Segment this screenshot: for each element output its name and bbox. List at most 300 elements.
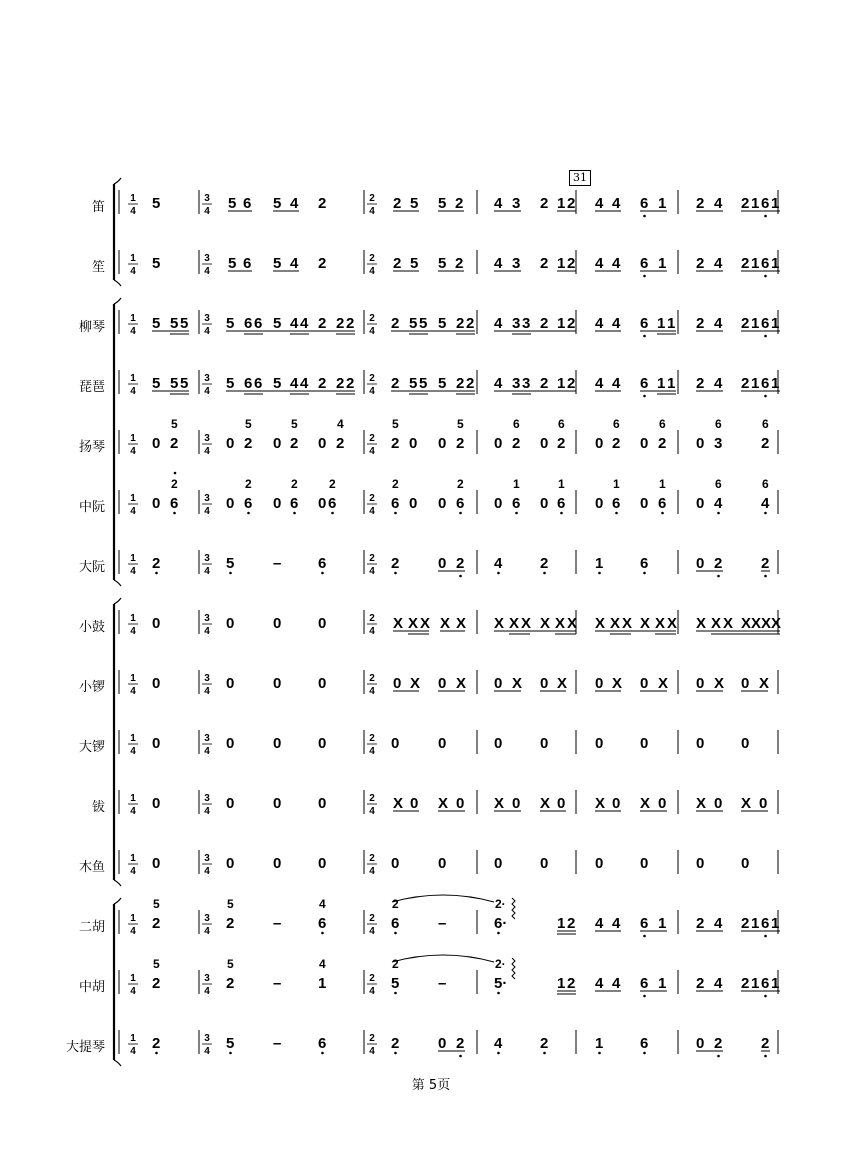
lower-octave-dot	[229, 572, 232, 575]
note: 0	[438, 495, 447, 512]
time-sig-den: 4	[204, 806, 210, 817]
upper-note: 5	[153, 897, 160, 911]
upper-note: 6	[558, 417, 565, 431]
note: 6	[244, 315, 253, 332]
note: 2	[170, 435, 179, 452]
lower-octave-dot	[764, 512, 767, 515]
note: 2	[567, 975, 576, 992]
arpeggio-mark	[512, 958, 515, 979]
time-sig-num: 1	[130, 793, 136, 804]
lower-octave-dot	[173, 512, 176, 515]
percussion-hit: X	[408, 615, 419, 632]
note: 0	[226, 855, 235, 872]
note: 2	[456, 555, 465, 572]
time-sig-den: 4	[130, 266, 136, 277]
note: 0	[409, 495, 418, 512]
note: 4	[494, 315, 503, 332]
upper-note: 6	[513, 417, 520, 431]
lower-octave-dot	[643, 995, 646, 998]
note: 5	[438, 255, 447, 272]
time-sig-den: 4	[204, 866, 210, 877]
lower-octave-dot	[643, 395, 646, 398]
note: 2	[455, 255, 464, 272]
upper-note: 5	[392, 417, 399, 431]
note: 2	[393, 195, 402, 212]
percussion-hit: X	[410, 675, 421, 692]
percussion-hit: X	[393, 615, 404, 632]
note: 5	[438, 315, 447, 332]
lower-octave-dot	[155, 572, 158, 575]
upper-note: 5	[457, 417, 464, 431]
note: 0	[557, 795, 566, 812]
time-sig-num: 3	[204, 553, 210, 564]
note: 2	[540, 375, 549, 392]
note: 2	[391, 1035, 400, 1052]
percussion-hit: X	[751, 615, 762, 632]
note: 1	[751, 315, 760, 332]
lower-octave-dot	[598, 572, 601, 575]
time-sig-num: 1	[130, 913, 136, 924]
time-sig-den: 4	[130, 1046, 136, 1057]
note: 1	[771, 195, 780, 212]
note: 2	[391, 375, 400, 392]
lower-octave-dot	[717, 1055, 720, 1058]
note: 2	[696, 915, 705, 932]
time-sig-num: 1	[130, 973, 136, 984]
note: 0	[741, 855, 750, 872]
note: 4	[290, 255, 299, 272]
percussion-hit: X	[610, 615, 621, 632]
note: 6	[456, 495, 465, 512]
note: 2	[152, 555, 161, 572]
upper-note: 2	[392, 477, 399, 491]
note: 1	[658, 915, 667, 932]
lower-octave-dot	[459, 1055, 462, 1058]
time-sig-den: 4	[369, 326, 375, 337]
note: 2	[696, 315, 705, 332]
note: 6	[612, 495, 621, 512]
note: 2	[612, 435, 621, 452]
note: 0	[273, 735, 282, 752]
lower-octave-dot	[543, 1052, 546, 1055]
note: 2	[318, 375, 327, 392]
note: 5	[419, 375, 428, 392]
upper-note: 6	[659, 417, 666, 431]
note: 0	[152, 735, 161, 752]
time-sig-num: 2	[369, 613, 375, 624]
upper-note: 2	[291, 477, 298, 491]
upper-note: 5	[245, 417, 252, 431]
instrument-name-4: 琵琶	[78, 380, 105, 395]
note: 1	[771, 255, 780, 272]
note: 4	[595, 315, 604, 332]
note: 6	[640, 255, 649, 272]
dash: –	[438, 975, 447, 992]
note: 4	[595, 255, 604, 272]
time-sig-num: 2	[369, 313, 375, 324]
instrument-name-2: 笙	[91, 260, 105, 275]
time-sig-num: 2	[369, 433, 375, 444]
lower-octave-dot	[497, 992, 500, 995]
note: 6·	[494, 915, 508, 932]
lower-octave-dot	[394, 572, 397, 575]
note: 0	[696, 435, 705, 452]
note: 2	[741, 915, 750, 932]
time-sig-num: 2	[369, 553, 375, 564]
time-sig-num: 2	[369, 373, 375, 384]
dash: –	[438, 915, 447, 932]
note: 6	[254, 315, 263, 332]
time-sig-den: 4	[204, 926, 210, 937]
page-number: 第 5页	[411, 1078, 451, 1093]
note: 2	[391, 555, 400, 572]
time-sig-den: 4	[204, 446, 210, 457]
note: 2	[696, 255, 705, 272]
time-sig-den: 4	[204, 266, 210, 277]
lower-octave-dot	[764, 395, 767, 398]
tie	[392, 895, 494, 902]
note: 1	[667, 375, 676, 392]
note: 4	[714, 375, 723, 392]
note: 2	[714, 1035, 723, 1052]
time-sig-den: 4	[369, 506, 375, 517]
note: 1	[771, 915, 780, 932]
upper-note: 2	[171, 477, 178, 491]
note: 4	[612, 195, 621, 212]
note: 0	[273, 855, 282, 872]
instrument-name-7: 大阮	[78, 560, 105, 575]
note: 5	[228, 195, 237, 212]
percussion-hit: X	[658, 675, 669, 692]
instrument-name-13: 二胡	[78, 920, 105, 935]
upper-note: 2	[392, 957, 399, 971]
note: 0	[595, 855, 604, 872]
note: 6	[761, 915, 770, 932]
percussion-hit: X	[540, 615, 551, 632]
note: 2	[761, 1035, 770, 1052]
upper-note: 2·	[495, 897, 506, 911]
note: 0	[318, 615, 327, 632]
note: 2	[391, 435, 400, 452]
lower-octave-dot	[394, 992, 397, 995]
note: 2	[336, 375, 345, 392]
note: 0	[273, 615, 282, 632]
time-sig-den: 4	[369, 1046, 375, 1057]
percussion-hit: X	[714, 675, 725, 692]
note: 2	[567, 915, 576, 932]
note: 1	[595, 1035, 604, 1052]
note: 0	[540, 495, 549, 512]
note: 5	[409, 315, 418, 332]
note: 4	[595, 975, 604, 992]
note: 0	[540, 675, 549, 692]
note: 3	[714, 435, 723, 452]
time-sig-den: 4	[369, 206, 375, 217]
note: 4	[761, 495, 770, 512]
percussion-hit: X	[555, 615, 566, 632]
note: 6	[254, 375, 263, 392]
time-sig-num: 2	[369, 1033, 375, 1044]
percussion-hit: X	[509, 615, 520, 632]
note: 4	[714, 915, 723, 932]
note: 0	[318, 735, 327, 752]
note: 5	[273, 315, 282, 332]
percussion-hit: X	[494, 615, 505, 632]
note: 2	[741, 255, 750, 272]
dash: –	[273, 555, 282, 572]
instrument-name-10: 大锣	[78, 740, 105, 755]
note: 0	[540, 735, 549, 752]
time-sig-den: 4	[369, 386, 375, 397]
time-sig-den: 4	[130, 446, 136, 457]
note: 4	[612, 915, 621, 932]
upper-note: 5	[291, 417, 298, 431]
note: 0	[152, 855, 161, 872]
note: 4	[714, 315, 723, 332]
dash: –	[273, 975, 282, 992]
lower-octave-dot	[497, 572, 500, 575]
time-sig-num: 3	[204, 673, 210, 684]
note: 6	[761, 975, 770, 992]
percussion-hit: X	[741, 615, 752, 632]
note: 0	[540, 855, 549, 872]
lower-octave-dot	[321, 932, 324, 935]
time-sig-num: 3	[204, 853, 210, 864]
note: 6	[318, 915, 327, 932]
note: 3	[522, 315, 531, 332]
upper-note: 2·	[495, 957, 506, 971]
time-sig-num: 1	[130, 673, 136, 684]
time-sig-den: 4	[130, 806, 136, 817]
lower-octave-dot	[394, 932, 397, 935]
note: 0	[393, 675, 402, 692]
lower-octave-dot	[459, 512, 462, 515]
lower-octave-dot	[764, 335, 767, 338]
note: 5	[391, 975, 400, 992]
note: 0	[714, 795, 723, 812]
note: 6	[391, 495, 400, 512]
note: 1	[557, 915, 566, 932]
note: 1	[751, 915, 760, 932]
note: 0	[226, 435, 235, 452]
note: 2	[336, 435, 345, 452]
note: 1	[771, 315, 780, 332]
time-sig-num: 3	[204, 913, 210, 924]
note: 4	[612, 315, 621, 332]
note: 6	[290, 495, 299, 512]
note: 2	[696, 195, 705, 212]
note: 0	[595, 735, 604, 752]
lower-octave-dot	[497, 932, 500, 935]
note: 4	[714, 255, 723, 272]
time-sig-num: 1	[130, 733, 136, 744]
note: 6	[640, 975, 649, 992]
note: 5	[438, 195, 447, 212]
note: 0	[696, 855, 705, 872]
note: 6	[557, 495, 566, 512]
note: 1	[751, 975, 760, 992]
time-sig-num: 3	[204, 493, 210, 504]
note: 0	[438, 555, 447, 572]
time-sig-num: 3	[204, 313, 210, 324]
time-sig-num: 1	[130, 433, 136, 444]
note: 5	[152, 255, 161, 272]
note: 4	[494, 555, 503, 572]
note: 6	[512, 495, 521, 512]
note: 4	[494, 195, 503, 212]
note: 6	[658, 495, 667, 512]
note: 0	[410, 795, 419, 812]
upper-note: 4	[337, 417, 344, 431]
time-sig-num: 3	[204, 793, 210, 804]
note: 2	[567, 255, 576, 272]
note: 2	[761, 435, 770, 452]
lower-octave-dot	[321, 1052, 324, 1055]
instrument-name-12: 木鱼	[78, 860, 105, 875]
note: 0	[226, 495, 235, 512]
time-sig-den: 4	[204, 626, 210, 637]
note: 2	[466, 375, 475, 392]
note: 2	[696, 975, 705, 992]
note: 6	[328, 495, 337, 512]
note: 1	[751, 375, 760, 392]
note: 0	[595, 675, 604, 692]
note: 5	[410, 195, 419, 212]
time-sig-num: 2	[369, 733, 375, 744]
percussion-hit: X	[521, 615, 532, 632]
time-sig-den: 4	[204, 986, 210, 997]
note: 2	[540, 315, 549, 332]
lower-octave-dot	[321, 572, 324, 575]
instrument-name-9: 小锣	[78, 680, 105, 695]
lower-octave-dot	[643, 335, 646, 338]
time-sig-num: 3	[204, 253, 210, 264]
note: 2	[318, 255, 327, 272]
lower-octave-dot	[717, 512, 720, 515]
lower-octave-dot	[643, 935, 646, 938]
note: 2	[346, 315, 355, 332]
note: 5	[228, 255, 237, 272]
note: 2	[336, 315, 345, 332]
note: 1	[657, 315, 666, 332]
note: 0	[318, 855, 327, 872]
time-sig-den: 4	[204, 566, 210, 577]
note: 1	[557, 195, 566, 212]
note: 6	[243, 255, 252, 272]
note: 5	[409, 375, 418, 392]
time-sig-num: 3	[204, 973, 210, 984]
note: 1	[557, 315, 566, 332]
time-sig-num: 1	[130, 253, 136, 264]
note: 4	[612, 975, 621, 992]
note: 1	[557, 975, 566, 992]
upper-note: 5	[171, 417, 178, 431]
upper-note: 4	[319, 957, 326, 971]
time-sig-den: 4	[204, 326, 210, 337]
upper-note: 6	[613, 417, 620, 431]
time-sig-den: 4	[369, 986, 375, 997]
note: 0	[438, 855, 447, 872]
note: 2	[540, 255, 549, 272]
percussion-hit: X	[761, 615, 772, 632]
note: 3	[512, 195, 521, 212]
note: 2	[318, 195, 327, 212]
note: 0	[438, 435, 447, 452]
note: 0	[494, 855, 503, 872]
lower-octave-dot	[293, 512, 296, 515]
note: 6	[640, 1035, 649, 1052]
note: 5	[273, 375, 282, 392]
instrument-name-3: 柳琴	[78, 320, 105, 335]
note: 0	[759, 795, 768, 812]
time-sig-den: 4	[204, 206, 210, 217]
note: 0	[741, 675, 750, 692]
time-sig-num: 3	[204, 1033, 210, 1044]
note: 0	[318, 795, 327, 812]
note: 0	[494, 735, 503, 752]
time-sig-num: 2	[369, 853, 375, 864]
note: 0	[640, 855, 649, 872]
time-sig-num: 1	[130, 493, 136, 504]
note: 5	[273, 195, 282, 212]
note: 0	[391, 855, 400, 872]
note: 0	[741, 735, 750, 752]
time-sig-num: 2	[369, 913, 375, 924]
note: 0	[391, 735, 400, 752]
note: 2	[512, 435, 521, 452]
note: 4	[290, 375, 299, 392]
upper-note: 2	[245, 477, 252, 491]
note: 2	[540, 195, 549, 212]
note: 4	[494, 375, 503, 392]
tie	[392, 955, 494, 962]
percussion-hit: X	[640, 615, 651, 632]
note: 0	[595, 435, 604, 452]
note: 1	[557, 375, 566, 392]
note: 0	[152, 795, 161, 812]
percussion-hit: X	[512, 675, 523, 692]
note: 5	[170, 315, 179, 332]
note: 0	[273, 495, 282, 512]
time-sig-den: 4	[369, 626, 375, 637]
note: 6	[761, 195, 770, 212]
lower-octave-dot	[643, 215, 646, 218]
note: 2	[557, 435, 566, 452]
note: 0	[152, 615, 161, 632]
time-sig-den: 4	[369, 266, 375, 277]
note: 2	[658, 435, 667, 452]
note: 2	[761, 555, 770, 572]
note: 3	[522, 375, 531, 392]
note: 2	[567, 195, 576, 212]
lower-octave-dot	[764, 275, 767, 278]
time-sig-num: 3	[204, 373, 210, 384]
percussion-hit: X	[456, 675, 467, 692]
lower-octave-dot	[764, 575, 767, 578]
note: 6	[318, 555, 327, 572]
time-sig-den: 4	[369, 686, 375, 697]
upper-note: 5	[227, 957, 234, 971]
note: 2	[567, 315, 576, 332]
note: 5	[226, 555, 235, 572]
note: 4	[595, 375, 604, 392]
upper-note: 2	[457, 477, 464, 491]
note: 0	[273, 435, 282, 452]
note: 2	[244, 435, 253, 452]
lower-octave-dot	[661, 512, 664, 515]
percussion-hit: X	[723, 615, 734, 632]
note: 0	[696, 675, 705, 692]
